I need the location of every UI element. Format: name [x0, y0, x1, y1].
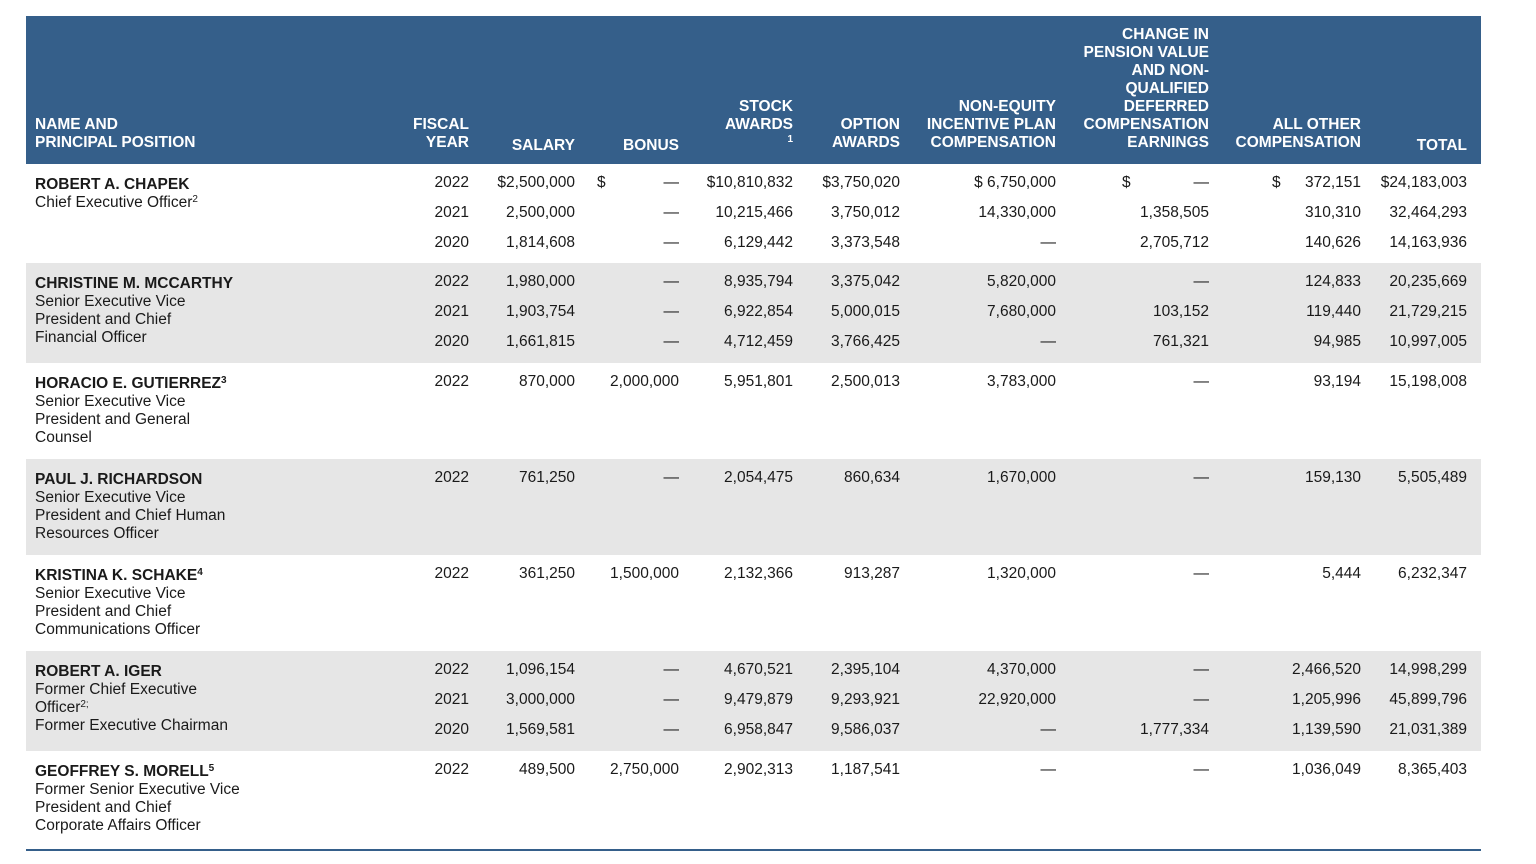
executive-name: GEOFFREY S. MORELL$^5$	[35, 763, 215, 780]
summary-compensation-table	[26, 16, 1481, 848]
bonus-cell: —	[663, 661, 679, 678]
executive-title-line: Senior Executive Vice	[35, 293, 186, 310]
pension-cell: 2,705,712	[1140, 234, 1209, 251]
nonequity-cell: —	[1040, 761, 1056, 778]
table-row	[26, 469, 1481, 489]
bonus-cell: —	[663, 691, 679, 708]
stock-cell: 6,129,442	[724, 234, 793, 251]
option-cell: 2,500,013	[831, 373, 900, 390]
pension-cell: —	[1193, 691, 1209, 708]
option-cell: 913,287	[843, 565, 900, 582]
nonequity-cell: 22,920,000	[978, 691, 1056, 708]
stock-cell: 2,132,366	[724, 565, 793, 582]
executive-title-line: President and Chief Human	[35, 507, 226, 524]
header-fiscal-year: FISCAL YEAR	[413, 116, 469, 151]
executive-group	[26, 263, 1481, 363]
executive-name: CHRISTINE M. MCCARTHY	[35, 275, 234, 292]
option-cell: $3,750,020	[822, 174, 900, 191]
other-cell: 5,444	[1322, 565, 1361, 582]
bonus-cell: —	[663, 721, 679, 738]
year-cell: 2022	[434, 273, 469, 290]
other-cell: 1,139,590	[1292, 721, 1361, 738]
other-cell: 119,440	[1306, 303, 1361, 320]
table-row	[26, 661, 1481, 681]
salary-cell: 1,980,000	[506, 273, 575, 290]
year-cell: 2021	[434, 204, 469, 221]
bonus-cell: —	[663, 333, 679, 350]
nonequity-cell: 7,680,000	[987, 303, 1056, 320]
salary-cell: 870,000	[518, 373, 575, 390]
executive-title-line: Chief Executive Officer$^2$	[35, 194, 198, 211]
table-row	[26, 273, 1481, 293]
total-cell: 32,464,293	[1389, 204, 1467, 221]
header-stock-awards: STOCK AWARDS $^1$	[724, 98, 793, 145]
stock-cell: 9,479,879	[724, 691, 793, 708]
pension-cell: —	[1193, 661, 1209, 678]
option-cell: 860,634	[843, 469, 900, 486]
option-cell: 9,586,037	[831, 721, 900, 738]
pension-cell: 103,152	[1152, 303, 1209, 320]
currency-symbol: $	[597, 174, 606, 191]
total-cell: 20,235,669	[1389, 273, 1467, 290]
total-cell: 8,365,403	[1398, 761, 1467, 778]
bonus-cell: 1,500,000	[610, 565, 679, 582]
executive-title-line: President and Chief	[35, 311, 172, 328]
salary-cell: 1,814,608	[506, 234, 575, 251]
table-row	[26, 373, 1481, 393]
footnote-1: 1	[787, 134, 793, 145]
bonus-cell: —	[663, 303, 679, 320]
option-cell: 5,000,015	[831, 303, 900, 320]
table-row	[26, 174, 1481, 194]
footnote-marker: 2;	[80, 699, 89, 710]
stock-cell: 6,958,847	[724, 721, 793, 738]
pension-cell: —	[1193, 373, 1209, 390]
salary-cell: $2,500,000	[497, 174, 575, 191]
year-cell: 2022	[434, 174, 469, 191]
footnote-marker: 4	[197, 567, 203, 578]
total-cell: 21,031,389	[1389, 721, 1467, 738]
bonus-cell: 2,750,000	[610, 761, 679, 778]
table-row	[26, 721, 1481, 741]
nonequity-cell: —	[1040, 721, 1056, 738]
table-row	[26, 565, 1481, 585]
executive-name: KRISTINA K. SCHAKE$^4$	[35, 567, 203, 584]
table-row	[26, 333, 1481, 353]
executive-group	[26, 555, 1481, 651]
executive-title-line: Financial Officer	[35, 329, 147, 346]
footnote-marker: 5	[208, 763, 215, 774]
header-bonus: BONUS	[623, 137, 679, 154]
executive-group	[26, 651, 1481, 751]
header-non-equity: NON-EQUITY INCENTIVE PLAN COMPENSATION	[926, 98, 1056, 151]
other-cell: 2,466,520	[1292, 661, 1361, 678]
header-option-awards: OPTION AWARDS	[831, 116, 900, 151]
nonequity-cell: —	[1040, 333, 1056, 350]
total-cell: 14,998,299	[1389, 661, 1467, 678]
nonequity-cell: 5,820,000	[987, 273, 1056, 290]
option-cell: 3,750,012	[831, 204, 900, 221]
year-cell: 2020	[434, 234, 469, 251]
other-cell: 372,151	[1304, 174, 1361, 191]
total-cell: 21,729,215	[1389, 303, 1467, 320]
currency-symbol: $	[1122, 174, 1131, 191]
executive-title-line: Counsel	[35, 429, 92, 446]
salary-cell: 1,096,154	[506, 661, 575, 678]
executive-name: ROBERT A. IGER	[35, 663, 162, 680]
executive-name: HORACIO E. GUTIERREZ$^3$	[35, 375, 227, 392]
bonus-cell: —	[663, 234, 679, 251]
stock-cell: 2,902,313	[724, 761, 793, 778]
header-total: TOTAL	[1416, 137, 1467, 154]
other-cell: 140,626	[1304, 234, 1361, 251]
executive-title-line: Former Chief Executive	[35, 681, 197, 698]
option-cell: 3,375,042	[831, 273, 900, 290]
executive-name: PAUL J. RICHARDSON	[35, 471, 203, 488]
salary-cell: 2,500,000	[506, 204, 575, 221]
executive-title-line: Former Senior Executive Vice	[35, 781, 240, 798]
table-row	[26, 761, 1481, 781]
option-cell: 2,395,104	[831, 661, 900, 678]
header-pension: CHANGE IN PENSION VALUE AND NON- QUALIFIED DEFERRED COMPENSATION EARNINGS	[1083, 26, 1209, 151]
year-cell: 2021	[434, 691, 469, 708]
salary-cell: 361,250	[518, 565, 575, 582]
bonus-cell: —	[663, 204, 679, 221]
executive-title-line: Resources Officer	[35, 525, 159, 542]
total-cell: 10,997,005	[1389, 333, 1467, 350]
footnote-marker: 2	[192, 194, 198, 205]
year-cell: 2022	[434, 469, 469, 486]
header-name: NAME AND PRINCIPAL POSITION	[35, 116, 196, 151]
executive-title-line: Senior Executive Vice	[35, 489, 186, 506]
pension-cell: —	[1193, 761, 1209, 778]
currency-symbol: $	[1272, 174, 1281, 191]
stock-cell: 4,712,459	[724, 333, 793, 350]
header-salary: SALARY	[511, 137, 575, 154]
option-cell: 3,766,425	[831, 333, 900, 350]
executive-title-line: Senior Executive Vice	[35, 585, 186, 602]
other-cell: 310,310	[1304, 204, 1361, 221]
salary-cell: 489,500	[518, 761, 575, 778]
executive-group	[26, 363, 1481, 459]
option-cell: 3,373,548	[831, 234, 900, 251]
other-cell: 1,205,996	[1292, 691, 1361, 708]
stock-cell: $10,810,832	[706, 174, 793, 191]
executive-title-line: Corporate Affairs Officer	[35, 817, 201, 834]
executive-title-line: President and Chief	[35, 603, 172, 620]
executive-title-line: President and Chief	[35, 799, 172, 816]
year-cell: 2022	[434, 565, 469, 582]
total-cell: 5,505,489	[1398, 469, 1467, 486]
executive-name: ROBERT A. CHAPEK	[35, 176, 190, 193]
stock-cell: 4,670,521	[724, 661, 793, 678]
bonus-cell: —	[663, 174, 679, 191]
stock-cell: 8,935,794	[724, 273, 793, 290]
pension-cell: —	[1193, 174, 1209, 191]
total-cell: $24,183,003	[1380, 174, 1467, 191]
executive-title-line: President and General	[35, 411, 191, 428]
total-cell: 45,899,796	[1389, 691, 1467, 708]
salary-cell: 761,250	[518, 469, 575, 486]
other-cell: 124,833	[1304, 273, 1361, 290]
table-row	[26, 204, 1481, 224]
nonequity-cell: 1,670,000	[987, 469, 1056, 486]
pension-cell: —	[1193, 469, 1209, 486]
nonequity-cell: 14,330,000	[978, 204, 1056, 221]
executive-title-line: Senior Executive Vice	[35, 393, 186, 410]
other-cell: 159,130	[1304, 469, 1361, 486]
bonus-cell: —	[663, 273, 679, 290]
executive-group	[26, 751, 1481, 848]
year-cell: 2020	[434, 333, 469, 350]
salary-cell: 1,903,754	[506, 303, 575, 320]
nonequity-cell: —	[1040, 234, 1056, 251]
table-row	[26, 303, 1481, 323]
header-all-other: ALL OTHER COMPENSATION	[1235, 116, 1361, 151]
year-cell: 2022	[434, 761, 469, 778]
salary-cell: 1,661,815	[506, 333, 575, 350]
bonus-cell: —	[663, 469, 679, 486]
executive-title-line: Communications Officer	[35, 621, 201, 638]
pension-cell: —	[1193, 273, 1209, 290]
nonequity-cell: 1,320,000	[987, 565, 1056, 582]
pension-cell: 761,321	[1152, 333, 1209, 350]
stock-cell: 2,054,475	[724, 469, 793, 486]
year-cell: 2022	[434, 373, 469, 390]
executive-title-line: Officer$^{2;}$	[35, 699, 89, 716]
other-cell: 93,194	[1313, 373, 1361, 390]
pension-cell: —	[1193, 565, 1209, 582]
table-row	[26, 234, 1481, 254]
nonequity-cell: 3,783,000	[987, 373, 1056, 390]
table-row	[26, 691, 1481, 711]
table-body	[26, 164, 1481, 848]
executive-group	[26, 164, 1481, 263]
stock-cell: 5,951,801	[724, 373, 793, 390]
pension-cell: 1,777,334	[1140, 721, 1209, 738]
footnote-marker: 3	[221, 375, 227, 386]
year-cell: 2022	[434, 661, 469, 678]
other-cell: 1,036,049	[1292, 761, 1361, 778]
total-cell: 14,163,936	[1389, 234, 1467, 251]
other-cell: 94,985	[1313, 333, 1361, 350]
total-cell: 15,198,008	[1389, 373, 1467, 390]
salary-cell: 1,569,581	[506, 721, 575, 738]
year-cell: 2020	[434, 721, 469, 738]
total-cell: 6,232,347	[1398, 565, 1467, 582]
table-bottom-rule	[26, 849, 1481, 851]
stock-cell: 10,215,466	[715, 204, 793, 221]
option-cell: 1,187,541	[831, 761, 900, 778]
executive-group	[26, 459, 1481, 555]
bonus-cell: 2,000,000	[610, 373, 679, 390]
salary-cell: 3,000,000	[506, 691, 575, 708]
executive-title-line: Former Executive Chairman	[35, 717, 228, 734]
pension-cell: 1,358,505	[1140, 204, 1209, 221]
nonequity-cell: $ 6,750,000	[974, 174, 1056, 191]
nonequity-cell: 4,370,000	[987, 661, 1056, 678]
stock-cell: 6,922,854	[724, 303, 793, 320]
table-header	[26, 16, 1481, 164]
year-cell: 2021	[434, 303, 469, 320]
option-cell: 9,293,921	[831, 691, 900, 708]
